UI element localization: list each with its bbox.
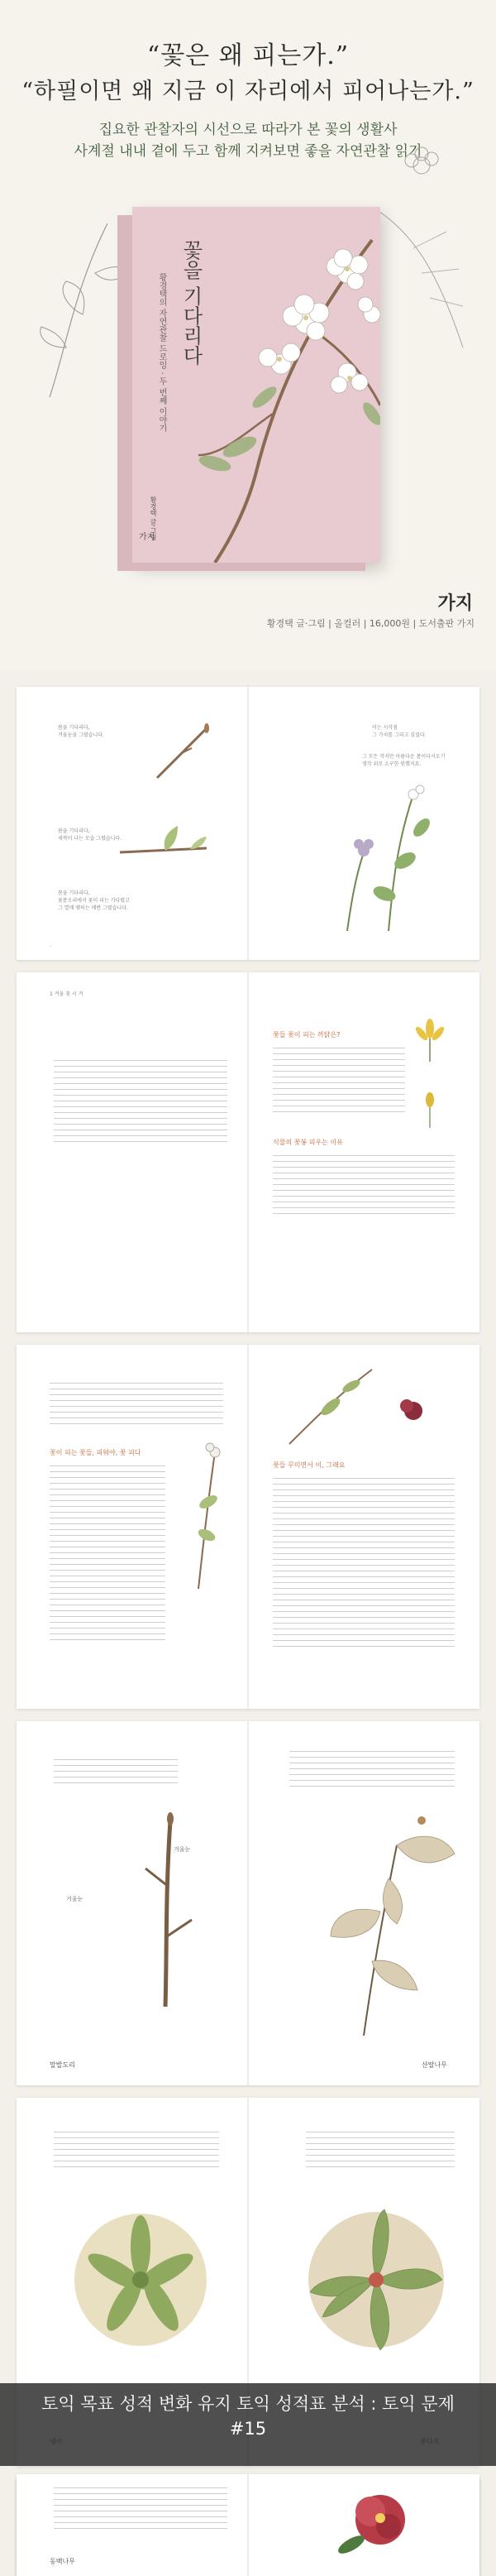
page-fold	[247, 687, 249, 960]
caption-left-3: 봄을 기다리다,	[58, 828, 90, 834]
text-block-right-1	[273, 1043, 405, 1117]
page-fold	[247, 1721, 249, 2085]
page-fold	[247, 972, 249, 1332]
hero-subtitle-line2: 사계절 내내 곁에 두고 함께 지켜보면 좋을 자연관찰 읽기	[74, 143, 422, 160]
book-author-mark: 황경택 글·그림	[150, 496, 157, 541]
text-block-right	[289, 1746, 455, 1787]
text-block-left-1	[50, 1378, 223, 1427]
page-spread-6-upper	[17, 2474, 479, 2576]
fruit-branch-illustration	[281, 1361, 380, 1452]
yellow-buds-illustration	[413, 1088, 446, 1130]
section-heading-left: 꽃이 피는 꽃들, 피워야, 꽃 피다	[50, 1449, 141, 1456]
banner-line-2: #15	[229, 2419, 267, 2439]
branch-illustration-left	[157, 1436, 240, 1593]
text-block-left	[54, 2482, 227, 2532]
text-block-left	[54, 2127, 219, 2172]
book-subtitle: 황경택의 자연관찰 드로잉 · 두 번째 이야기	[157, 273, 166, 433]
text-block-right	[306, 2127, 455, 2172]
plant-label-detail: 겨울눈	[174, 1846, 191, 1853]
caption-left-1: 봄을 기다리다,	[58, 725, 90, 731]
winter-bud-twig-illustration	[149, 720, 215, 786]
book-publisher-mark: 가지	[139, 533, 155, 542]
plant-label-left: 겨울눈	[66, 1896, 83, 1902]
caption-left-6: 꽃봉오리에서 꽃이 피는 기다렸고	[58, 898, 130, 904]
caption-right-4: 생각 위로 소구한 원했지요.	[362, 761, 422, 767]
caption-right-3: 그 모든 작지만 아름다운 봄이다시오기	[362, 754, 446, 760]
page-spread-1	[17, 687, 479, 960]
dry-leaves-illustration	[281, 1796, 463, 2044]
page-fold	[247, 1345, 249, 1709]
publisher-logo: 가지	[437, 592, 473, 614]
book-cover	[132, 207, 380, 563]
chapter-heading-left: 1 겨울 꽃 시 겨	[50, 991, 83, 997]
section-heading-right: 꽃들 꾸미면서 이, 그래요	[273, 1461, 346, 1469]
red-flower-illustration	[389, 1386, 438, 1436]
text-block-right	[273, 1473, 455, 1651]
book-spine	[117, 215, 132, 563]
section-heading-right-2: 식물의 꽃봉 피우는 이유	[273, 1139, 343, 1146]
pencil-sketch-right	[364, 132, 496, 364]
book-info: 황경택 글·그림 | 올컬러 | 16,000원 | 도서출판 가지	[266, 618, 475, 629]
bare-twig-illustration	[116, 1812, 215, 2011]
section-heading-right-1: 꽃들 꽃이 피는 까닭은?	[273, 1031, 341, 1039]
page-footer-left: 말발도리	[50, 2061, 75, 2069]
caption-left-2: 겨울눈을 그렸습니다.	[58, 732, 104, 738]
overlay-banner-text	[0, 2391, 496, 2441]
sprout-illustration	[116, 819, 215, 877]
blossom-plants-illustration	[322, 778, 455, 935]
banner-line-1: 토익 목표 성적 변화 유지 토익 성적표 분석 : 토익 문제	[41, 2394, 455, 2414]
page-number-left: ·	[50, 943, 52, 950]
page-fold	[247, 2474, 249, 2576]
caption-right-2: 그 가치를 그리고 싶었다.	[372, 732, 427, 738]
page-footer-left: 동백나무	[50, 2558, 75, 2565]
caption-right-1: 이는 시작점	[372, 725, 398, 731]
rosette-plant-illustration-left	[66, 2197, 215, 2363]
text-block-left	[54, 1754, 178, 1787]
text-block-right-2	[273, 1150, 455, 1216]
text-block-left	[54, 1055, 227, 1142]
rosette-plant-illustration-right	[298, 2197, 455, 2363]
hero-quote-line1: “꽃은 왜 피는가.”	[146, 41, 350, 70]
yellow-flower-illustration	[405, 1014, 455, 1063]
page-spread-4	[17, 1721, 479, 2085]
overlay-banner[interactable]	[0, 2383, 496, 2466]
page-footer-right: 산딸나무	[422, 2061, 447, 2069]
hero-section	[0, 0, 496, 670]
flower-branch-illustration	[182, 207, 380, 563]
book-title: 꽃을 기다리다	[179, 240, 203, 366]
caption-left-4: 새싹이 나는 모습 그렸습니다.	[58, 836, 122, 842]
caption-left-5: 봄을 기다리다,	[58, 890, 90, 896]
text-block-left-2	[50, 1461, 165, 1643]
hero-subtitle-line1: 집요한 관찰자의 시선으로 따라가 본 꽃의 생활사	[98, 122, 398, 138]
page-spread-3	[17, 1345, 479, 1709]
caption-left-7: 그 열매 맺히는 매번 그렸습니다.	[58, 905, 128, 911]
page-spread-2	[17, 972, 479, 1332]
camellia-illustration	[331, 2478, 430, 2569]
hero-quote-line2: “하필이면 왜 지금 이 자리에서 피어나는가.”	[21, 79, 475, 104]
